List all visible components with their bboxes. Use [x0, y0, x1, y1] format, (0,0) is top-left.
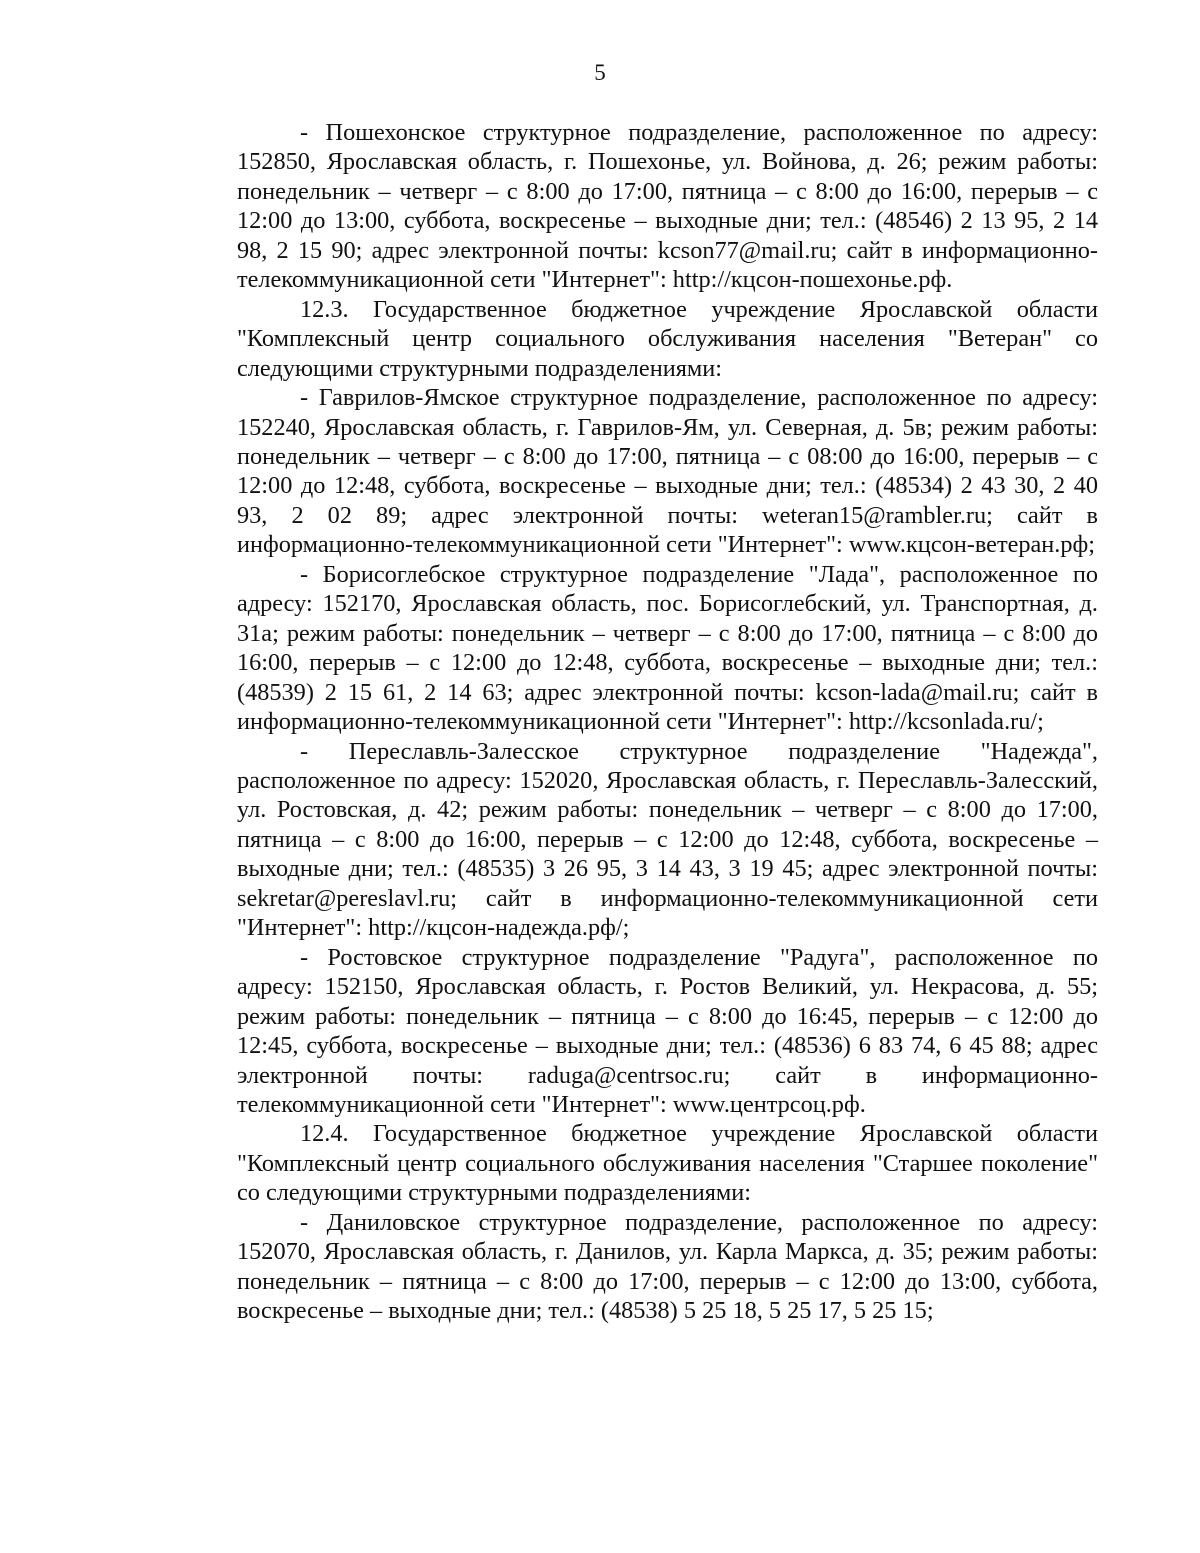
page-number: 5 [594, 60, 606, 85]
paragraph-borisoglebskoe: - Борисоглебское структурное подразделение "Лада", расположенное по адресу: 152170, Ярославская область, пос. Борисоглебский, ул. Транспортная, д. 31а; режим работы: понедельник – четверг – с 8:00 до 17:00, пятница – с 8:00 до 16:00, перерыв – с 12:00 до 12:48, суббота, воскресенье – выходные дни; тел.: (48539) 2 15 61, 2 14 63; адрес электронной почты: kcson-lada@mail.ru; сайт в информационно-телекоммуникационной сети "Интернет": http://kcsonlada.ru/; [237, 560, 1098, 736]
document-body [237, 118, 1098, 1326]
paragraph-poshekhonskoe: - Пошехонское структурное подразделение, расположенное по адресу: 152850, Ярославская область, г. Пошехонье, ул. Войнова, д. 26; режим работы: понедельник – четверг – с 8:00 до 17:00, пятница – с 8:00 до 16:00, перерыв – с 12:00 до 13:00, суббота, воскресенье – выходные дни; тел.: (48546) 2 13 95, 2 14 98, 2 15 90; адрес электронной почты: kcson77@mail.ru; сайт в информационно-телекоммуникационной сети "Интернет": http://кцсон-пошехонье.рф. [237, 119, 1098, 294]
paragraph-pereslavl-zalesskoe: - Переславль-Залесское структурное подразделение "Надежда", расположенное по адресу: 152020, Ярославская область, г. Переславль-Залесский, ул. Ростовская, д. 42; режим работы: понедельник – четверг – с 8:00 до 17:00, пятница – с 8:00 до 16:00, перерыв – с 12:00 до 12:48, суббота, воскресенье – выходные дни; тел.: (48535) 3 26 95, 3 14 43, 3 19 45; адрес электронной почты: sekretar@pereslavl.ru; сайт в информационно-телекоммуникационной сети "Интернет": http://кцсон-надежда.рф/; [237, 737, 1098, 942]
paragraph-gavrilov-yamskoe: - Гаврилов-Ямское структурное подразделение, расположенное по адресу: 152240, Ярославская область, г. Гаврилов-Ям, ул. Северная, д. 5в; режим работы: понедельник – четверг – с 8:00 до 17:00, пятница – с 08:00 до 16:00, перерыв – с 12:00 до 12:48, суббота, воскресенье – выходные дни; тел.: (48534) 2 43 30, 2 40 93, 2 02 89; адрес электронной почты: weteran15@rambler.ru; сайт в информационно-телекоммуникационной сети "Интернет": www.кцсон-ветеран.рф; [237, 384, 1098, 559]
paragraph-section-12-4: 12.4. Государственное бюджетное учреждение Ярославской области "Комплексный центр социального обслуживания населения "Старшее поколение" со следующими структурными подразделениями: [237, 1120, 1098, 1207]
paragraph-danilovskoe: - Даниловское структурное подразделение, расположенное по адресу: 152070, Ярославская область, г. Данилов, ул. Карла Маркса, д. 35; режим работы: понедельник – пятница – с 8:00 до 17:00, перерыв – с 12:00 до 13:00, суббота, воскресенье – выходные дни; тел.: (48538) 5 25 18, 5 25 17, 5 25 15; [237, 1208, 1098, 1325]
paragraph-section-12-3: 12.3. Государственное бюджетное учреждение Ярославской области "Комплексный центр социального обслуживания населения "Ветеран" со следующими структурными подразделениями: [237, 295, 1098, 382]
paragraph-rostovskoe: - Ростовское структурное подразделение "Радуга", расположенное по адресу: 152150, Ярославская область, г. Ростов Великий, ул. Некрасова, д. 55; режим работы: понедельник – пятница – с 8:00 до 16:45, перерыв – с 12:00 до 12:45, суббота, воскресенье – выходные дни; тел.: (48536) 6 83 74, 6 45 88; адрес электронной почты: raduga@centrsoc.ru; сайт в информационно-телекоммуникационной сети "Интернет": www.центрсоц.рф. [237, 943, 1098, 1118]
